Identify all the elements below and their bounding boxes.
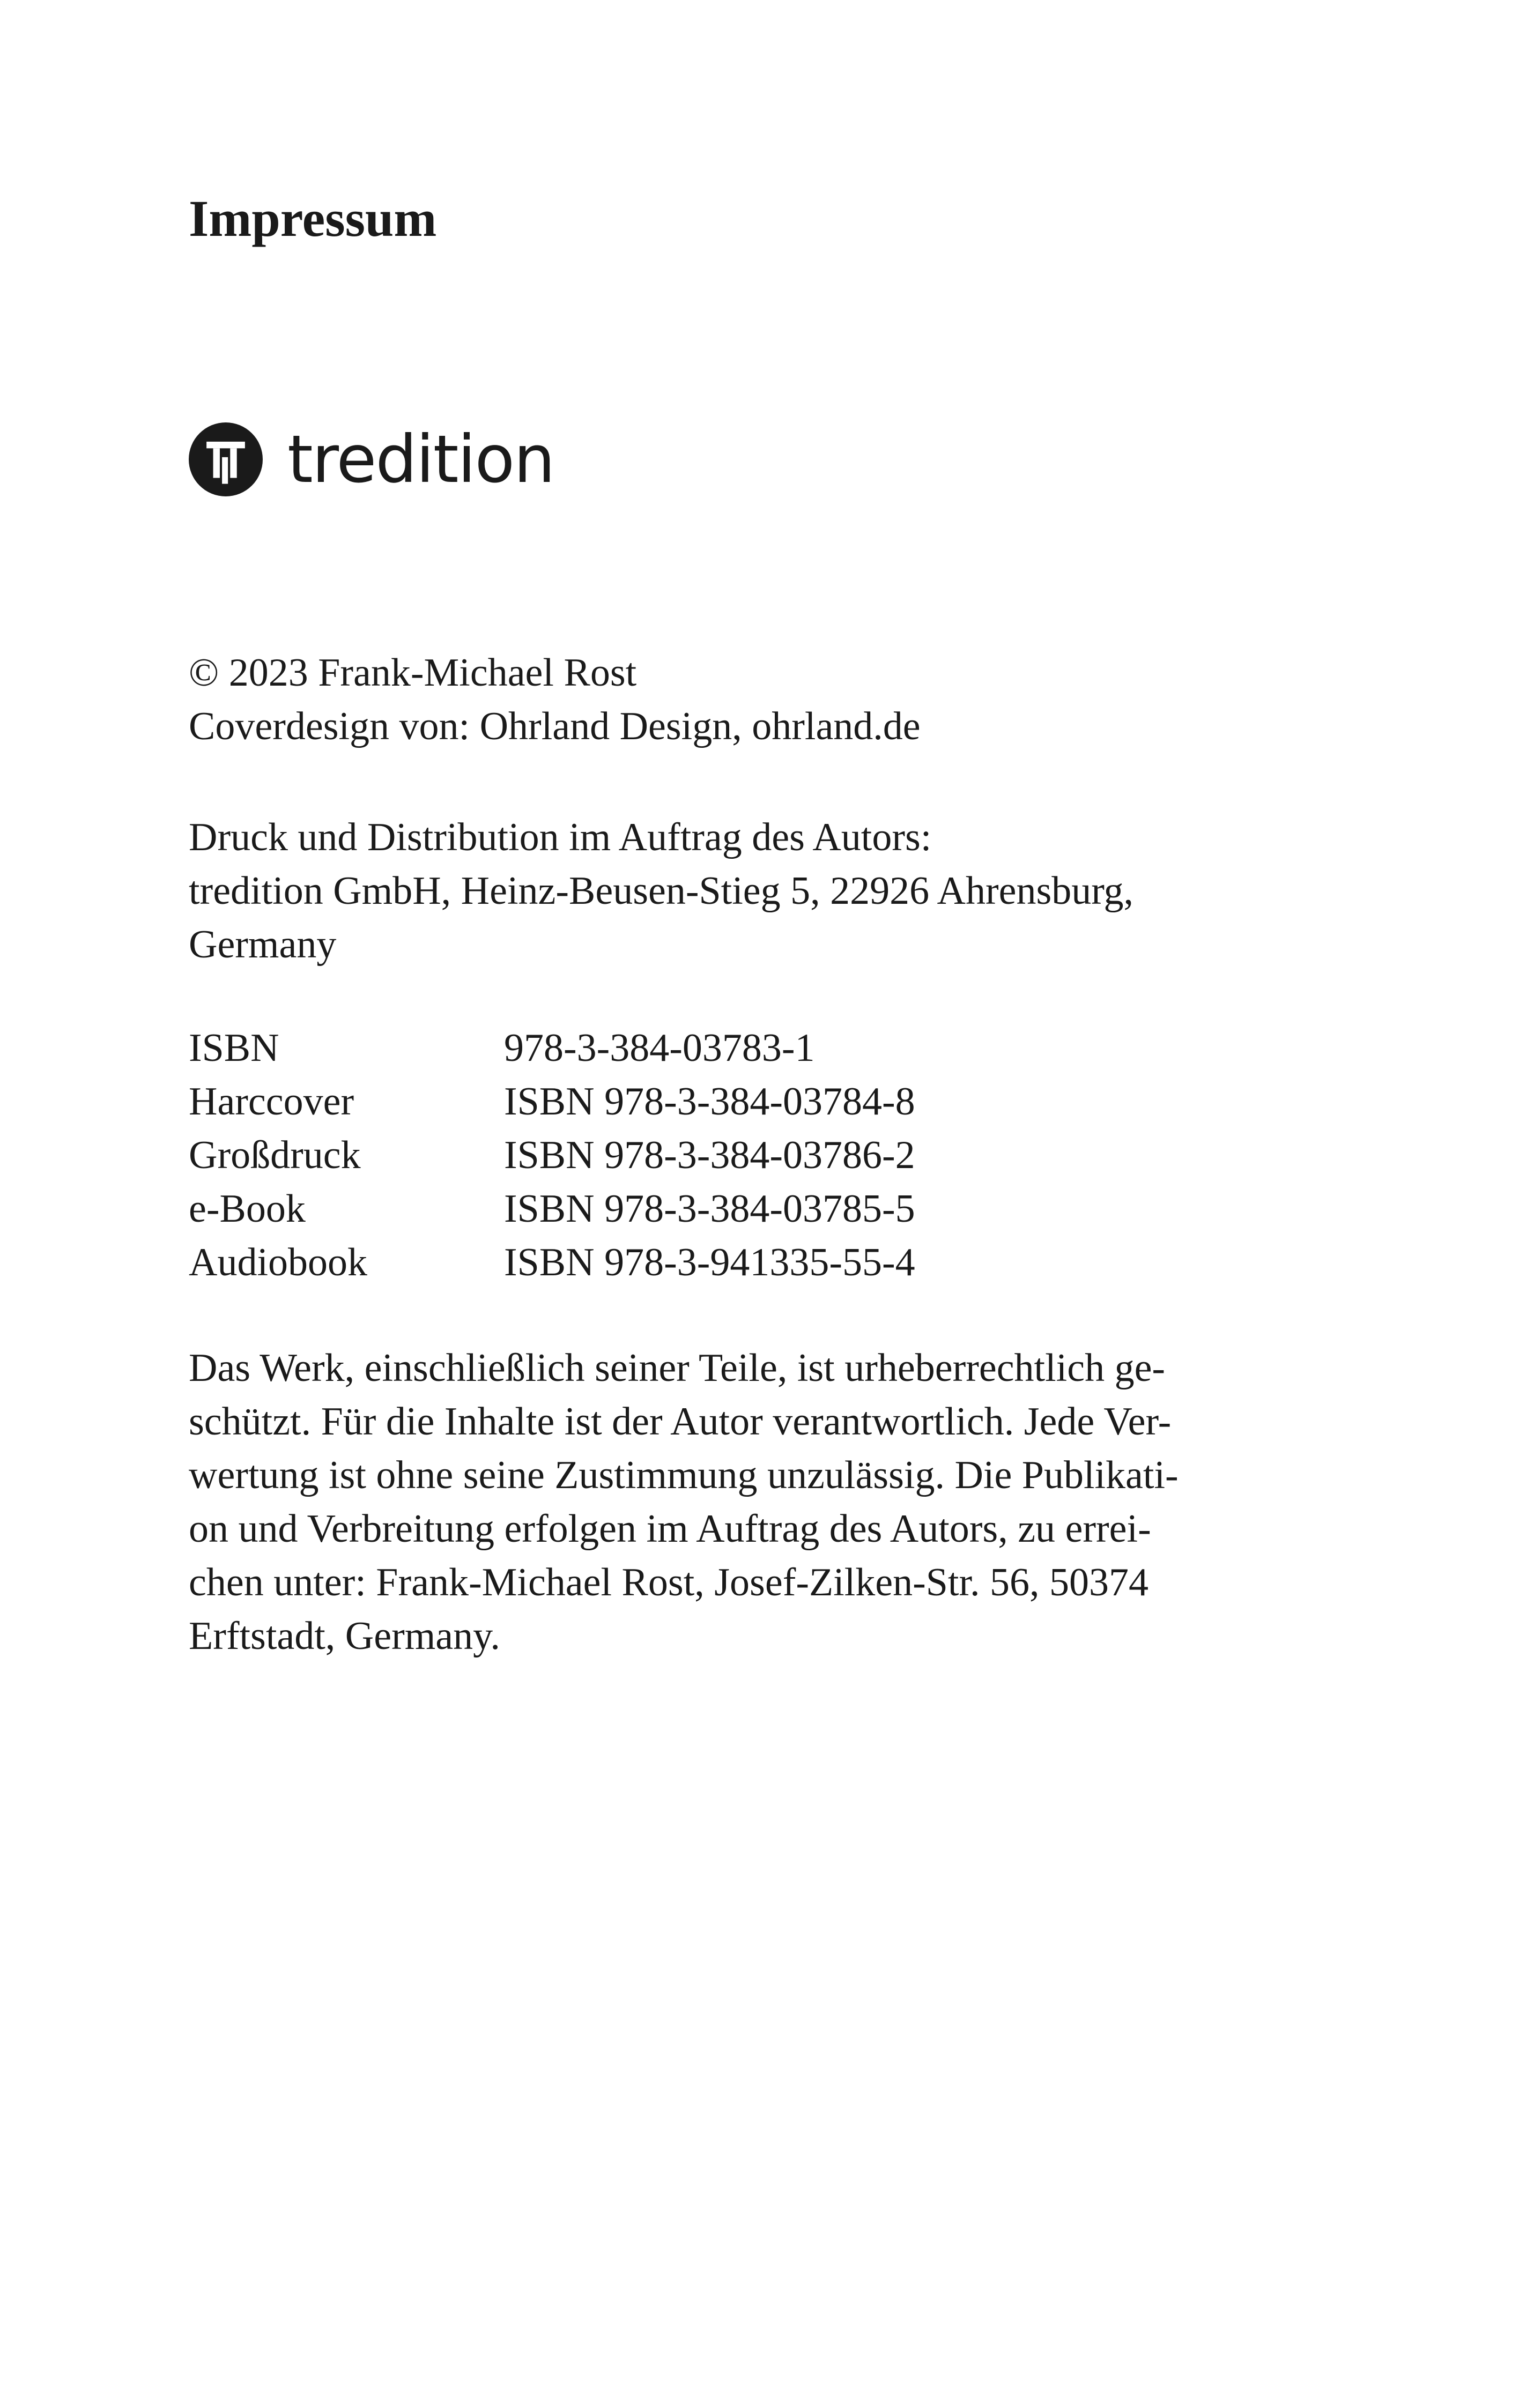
- legal-notice: [189, 1341, 1179, 1663]
- publisher-wordmark: tredition: [287, 421, 554, 497]
- page-title: Impressum: [189, 190, 437, 247]
- legal-notice-line: Erftstadt, Germany.: [189, 1614, 500, 1658]
- isbn-table: [189, 1021, 915, 1289]
- isbn-label: Harccover: [189, 1080, 354, 1124]
- legal-notice-line: chen unter: Frank-Michael Rost, Josef-Zilken-Str. 56, 50374: [189, 1560, 1149, 1604]
- isbn-value: ISBN 978-3-384-03785-5: [504, 1187, 915, 1231]
- isbn-label: ISBN: [189, 1026, 279, 1070]
- distribution-intro: Druck und Distribution im Auftrag des Autors:: [189, 815, 932, 859]
- print-distribution-block: [189, 811, 1133, 971]
- copyright-block: [189, 646, 921, 753]
- isbn-row: [189, 1075, 915, 1128]
- legal-notice-line: on und Verbreitung erfolgen im Auftrag des Autors, zu errei-: [189, 1507, 1151, 1551]
- isbn-value: 978-3-384-03783-1: [504, 1026, 815, 1070]
- legal-notice-line: wertung ist ohne seine Zustimmung unzulässig. Die Publikati-: [189, 1453, 1179, 1497]
- legal-notice-line: Das Werk, einschließlich seiner Teile, ist urheberrechtlich ge-: [189, 1346, 1166, 1390]
- isbn-value: ISBN 978-3-384-03784-8: [504, 1080, 915, 1124]
- isbn-label: Großdruck: [189, 1133, 361, 1177]
- isbn-row: [189, 1182, 915, 1236]
- cover-design-line: Coverdesign von: Ohrland Design, ohrland.de: [189, 704, 921, 748]
- isbn-row: [189, 1021, 915, 1075]
- isbn-label: e-Book: [189, 1187, 306, 1231]
- isbn-row: [189, 1236, 915, 1289]
- tredition-logo-icon: [189, 422, 263, 496]
- isbn-value: ISBN 978-3-941335-55-4: [504, 1240, 915, 1284]
- isbn-label: Audiobook: [189, 1240, 367, 1284]
- publisher-logo: [189, 419, 554, 500]
- isbn-value: ISBN 978-3-384-03786-2: [504, 1133, 915, 1177]
- legal-notice-line: schützt. Für die Inhalte ist der Autor verantwortlich. Jede Ver-: [189, 1400, 1172, 1444]
- distributor-address: tredition GmbH, Heinz-Beusen-Stieg 5, 22926 Ahrensburg,: [189, 869, 1134, 913]
- copyright-line: © 2023 Frank-Michael Rost: [189, 651, 637, 695]
- distributor-country: Germany: [189, 923, 337, 967]
- isbn-row: [189, 1128, 915, 1182]
